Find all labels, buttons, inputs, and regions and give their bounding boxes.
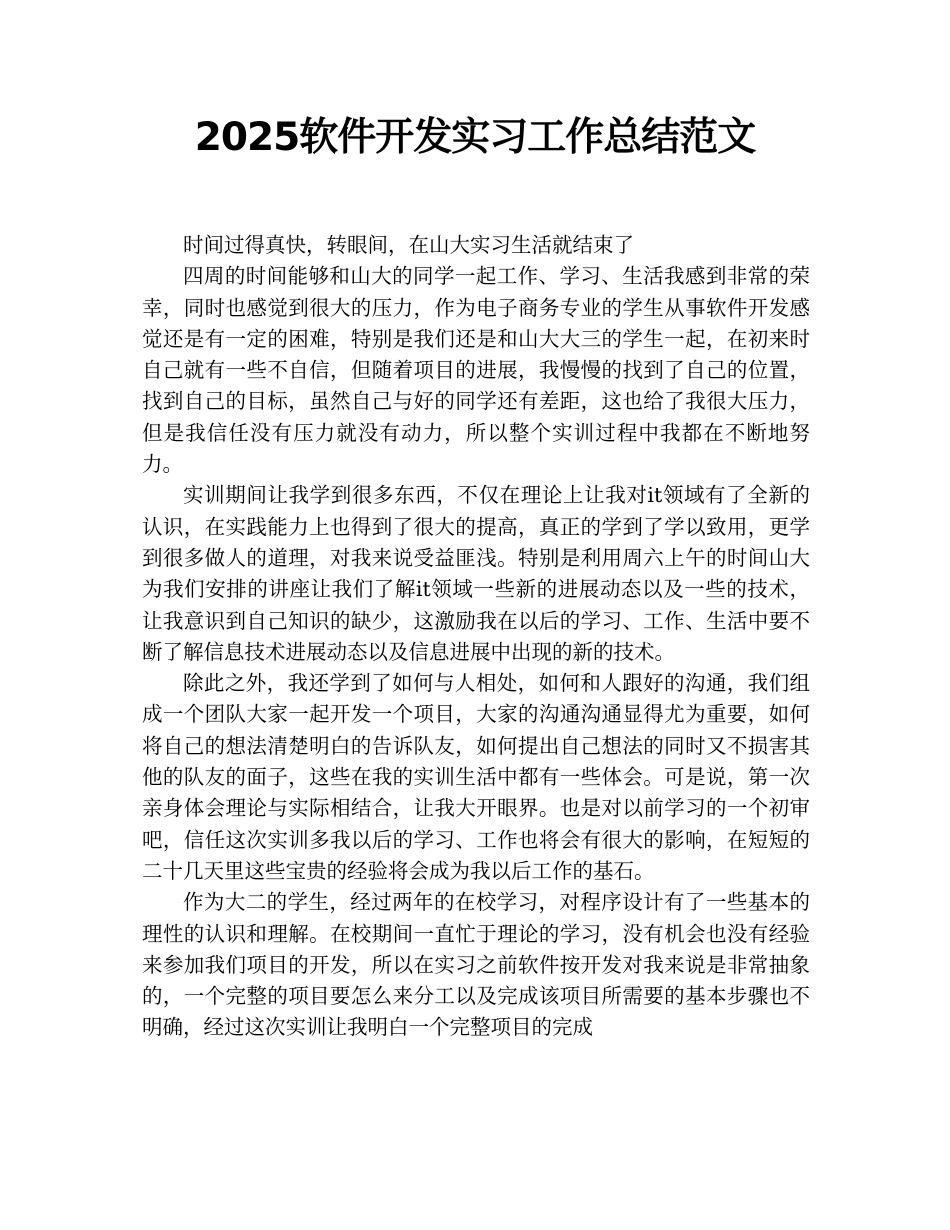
document-title: 2025软件开发实习工作总结范文: [194, 115, 756, 160]
document-body: [142, 230, 810, 1044]
paragraph-2: 四周的时间能够和山大的同学一起工作、学习、生活我感到非常的荣幸，同时也感觉到很大的压力，作为电子商务专业的学生从事软件开发感觉还是有一定的困难，特别是我们还是和山大大三的学生一起，在初来时自己就有一些不自信，但随着项目的进展，我慢慢的找到了自己的位置，找到自己的目标，虽然自己与好的同学还有差距，这也给了我很大压力，但是我信任没有压力就没有动力，所以整个实训过程中我都在不断地努力。: [142, 264, 810, 477]
paragraph-3: 实训期间让我学到很多东西，不仅在理论上让我对it领域有了全新的认识，在实践能力上也得到了很大的提高，真正的学到了学以致用，更学到很多做人的道理，对我来说受益匪浅。特别是利用周六上午的时间山大为我们安排的讲座让我们了解it领域一些新的进展动态以及一些的技术，让我意识到自己知识的缺少，这激励我在以后的学习、工作、生活中要不断了解信息技术进展动态以及信息进展中出现的新的技术。: [142, 483, 810, 664]
paragraph-1: 时间过得真快，转眼间，在山大实习生活就结束了: [183, 233, 634, 257]
paragraph-5: 作为大二的学生，经过两年的在校学习，对程序设计有了一些基本的理性的认识和理解。在校期间一直忙于理论的学习，没有机会也没有经验来参加我们项目的开发，所以在实习之前软件按开发对我来说是非常抽象的，一个完整的项目要怎么来分工以及完成该项目所需要的基本步骤也不明确，经过这次实训让我明白一个完整项目的完成: [142, 890, 810, 1040]
paragraph-4: 除此之外，我还学到了如何与人相处，如何和人跟好的沟通，我们组成一个团队大家一起开发一个项目，大家的沟通沟通显得尤为重要，如何将自己的想法清楚明白的告诉队友，如何提出自己想法的同时又不损害其他的队友的面子，这些在我的实训生活中都有一些体会。可是说，第一次亲身体会理论与实际相结合，让我大开眼界。也是对以前学习的一个初审吧，信任这次实训多我以后的学习、工作也将会有很大的影响，在短短的二十几天里这些宝贵的经验将会成为我以后工作的基石。: [142, 671, 810, 883]
